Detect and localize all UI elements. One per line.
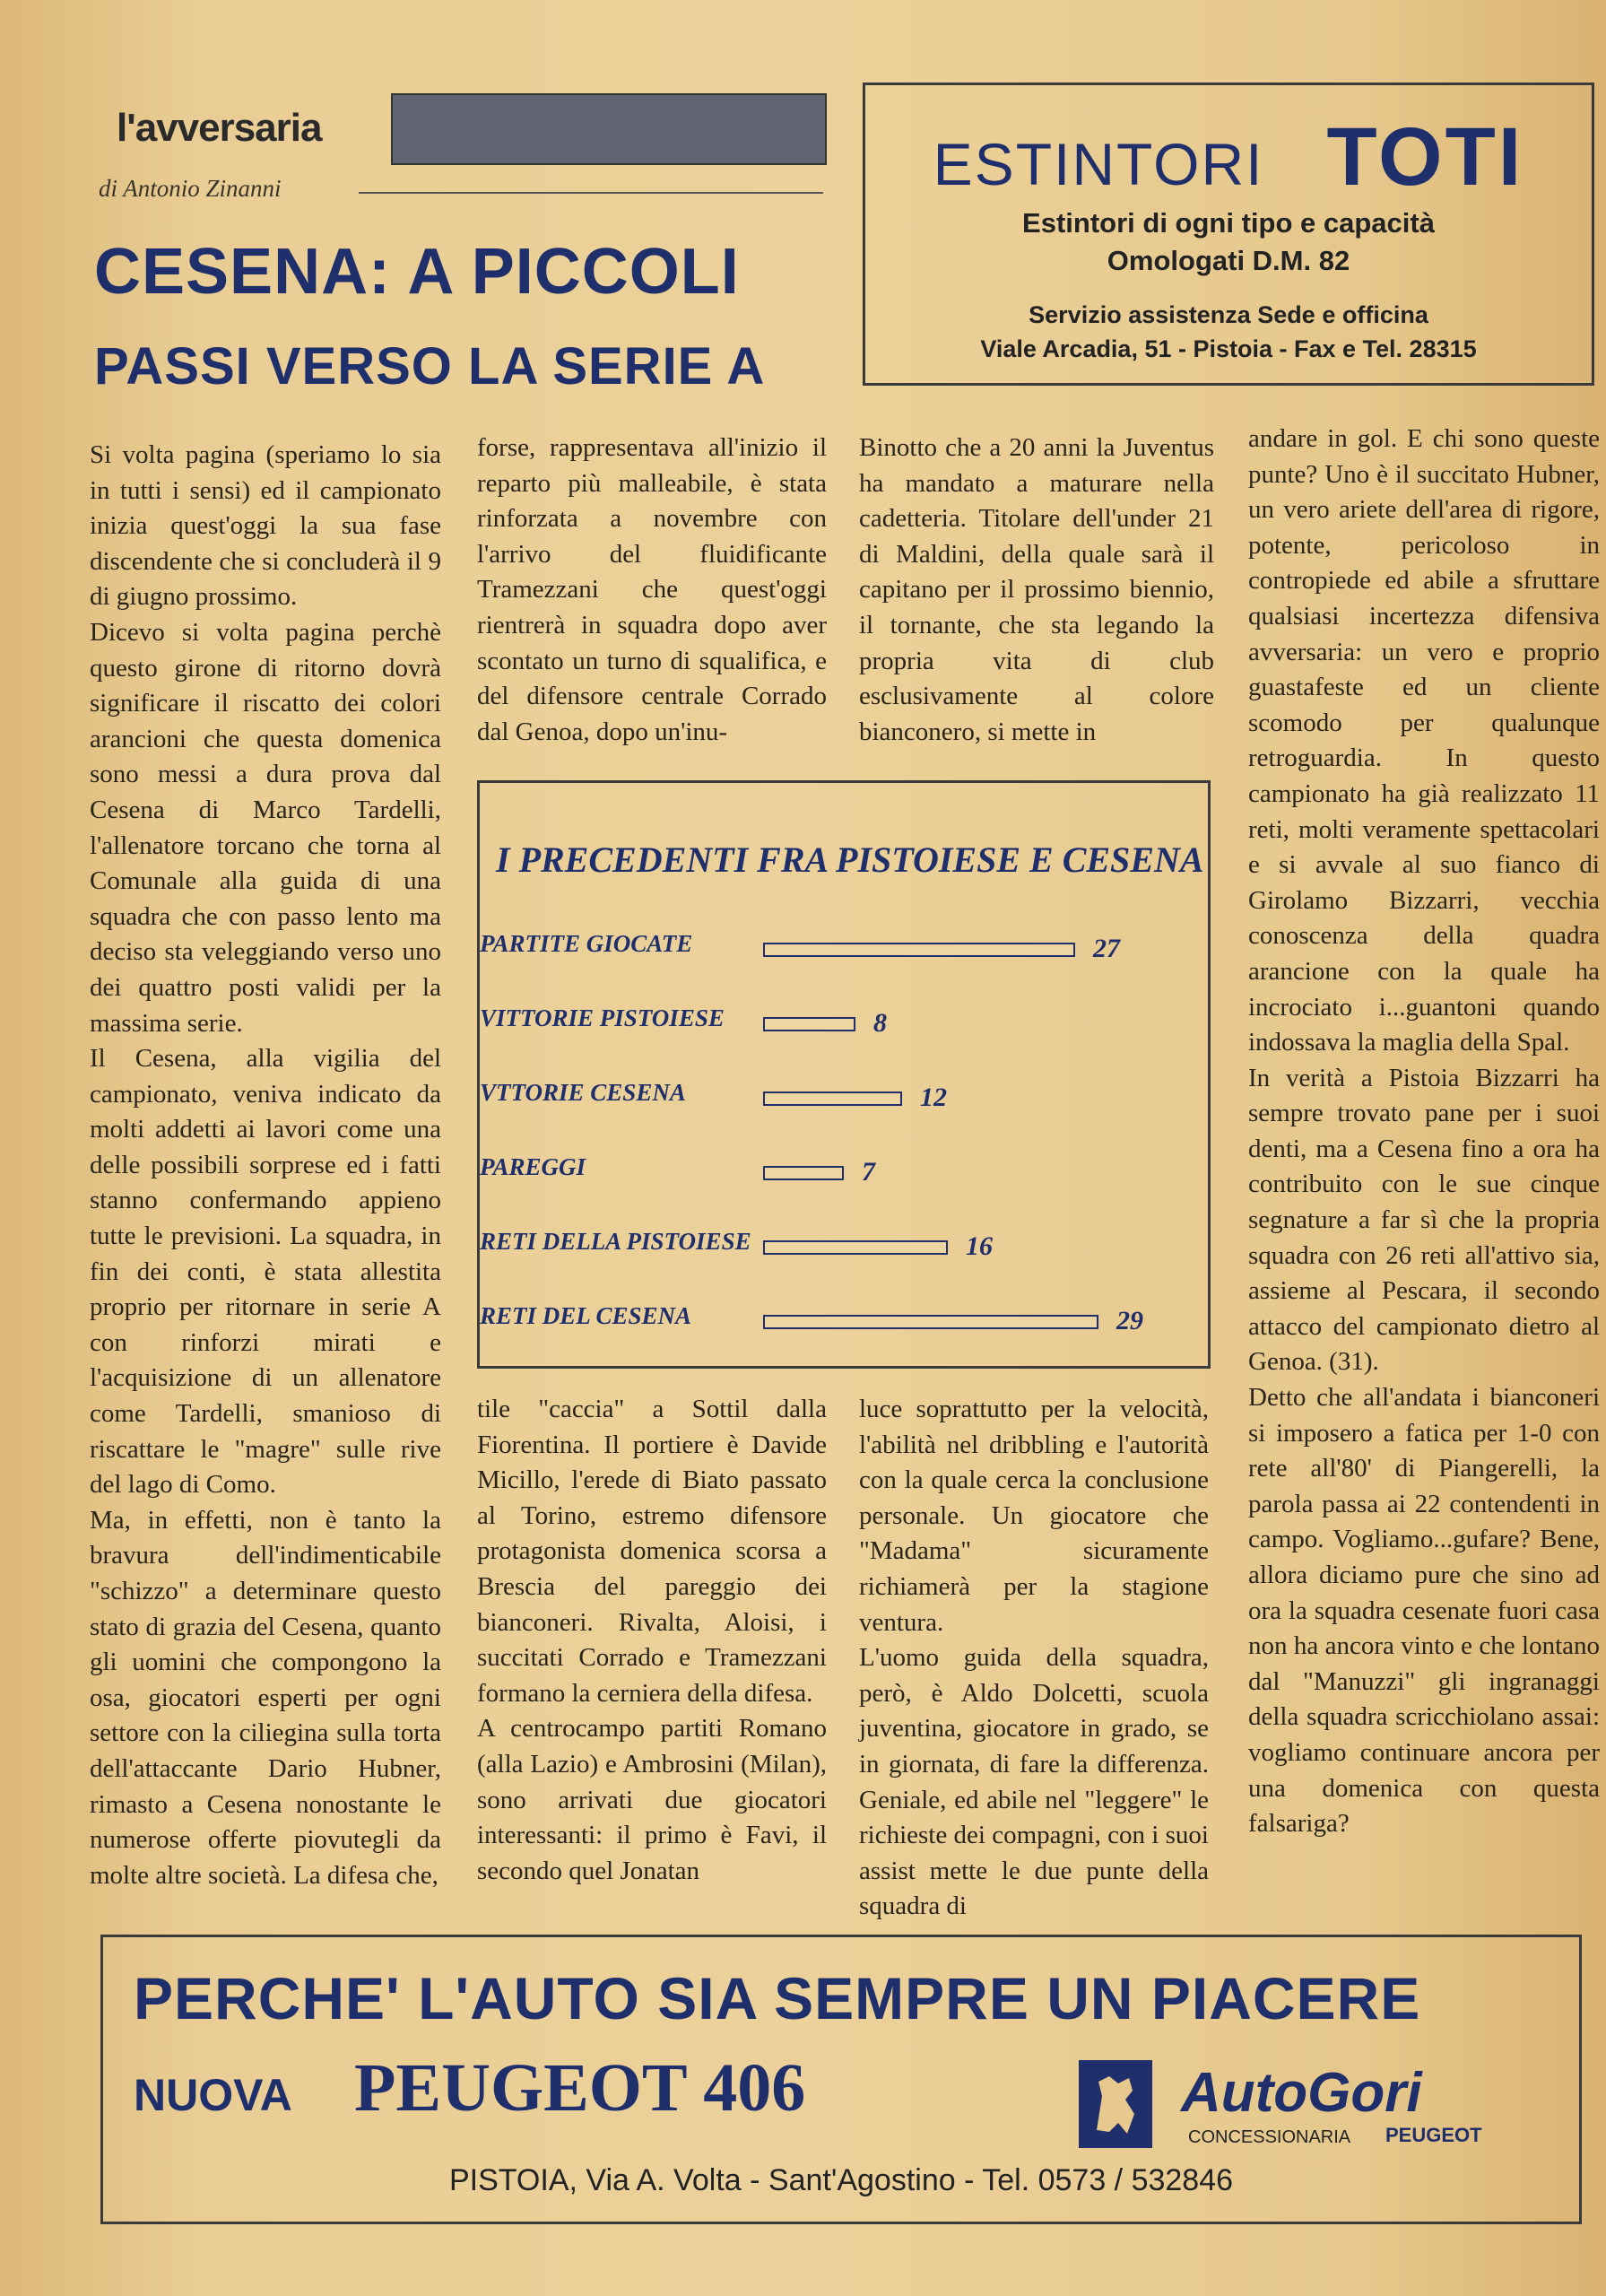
stats-row-value: 12	[920, 1083, 947, 1112]
ad-brand-name: TOTI	[1326, 111, 1524, 203]
stats-row-label: RETI DELLA PISTOIESE	[480, 1228, 751, 1255]
stats-row-value: 29	[1116, 1306, 1143, 1335]
rubric-bar	[391, 93, 827, 165]
stats-row-bar	[763, 1166, 844, 1180]
article-paragraph: A centrocampo partiti Romano (alla Lazio) e Ambrosini (Milan), sono arrivati due giocatori interessanti: il primo è Favi, il secondo quel Jonatan	[477, 1714, 827, 1885]
article-paragraph: Il Cesena, alla vigilia del campionato, veniva indicato da molti addetti ai lavori come una delle possibili sorprese ed i fatti stanno confermando appieno tutte le previsioni. La squadra, in fin dei conti, è stata allestita proprio per ritornare in serie A con rinforzi mirati e l'acquisizione di un allenatore come Tardelli, smanioso di riscattare le "magre" sulle rive del lago di Como.	[90, 1044, 441, 1500]
article-column-1	[90, 438, 441, 1909]
article-paragraph: luce soprattutto per la velocità, l'abilità nel dribbling e l'autorità con la quale cerca la conclusione personale. Un giocatore che "Madama" sicuramente richiamerà per la stagione ventura.	[859, 1395, 1209, 1637]
stats-row-bar	[763, 1091, 902, 1106]
article-column-3-bottom	[859, 1392, 1209, 1921]
article-column-2-bottom	[477, 1392, 827, 1912]
article-paragraph: forse, rappresentava all'inizio il reparto più malleabile, è stata rinforzata a novembre con l'arrivo del fluidificante Tramezzani che quest'oggi rientrerà in squadra dopo aver scontato un turno di squalifica, e del difensore centrale Corrado dal Genoa, dopo un'inu-	[477, 433, 827, 746]
ad-line2: Omologati D.M. 82	[1107, 245, 1350, 276]
article-paragraph: Ma, in effetti, non è tanto la bravura dell'indimenticabile "schizzo" a determinare questo stato di grazia del Cesena, quanto gli uomini che compongono la osa, giocatori esperti per ogni settore con la ciliegina sulla torta dell'attaccante Dario Hubner, rimasto a Cesena nonostante le numerose offerte piovutegli da molte altre società. La difesa che,	[90, 1505, 441, 1890]
article-column-2-top	[477, 430, 827, 771]
article-paragraph: tile "caccia" a Sottil dalla Fiorentina. Il portiere è Davide Micillo, l'erede di Biato passato al Torino, estremo difensore protagonista domenica scorsa a Brescia del pareggio dei bianconeri. Rivalta, Aloisi, i succitati Corrado e Tramezzani formano la cerniera della difesa.	[477, 1395, 827, 1708]
article-paragraph: L'uomo guida della squadra, però, è Aldo Dolcetti, scuola juventina, giocatore in grado, se in giornata, di fare la differenza. Geniale, ed abile nel "leggere" le richieste dei compagni, con i suoi assist mette le due punte della squadra di	[859, 1643, 1209, 1921]
stats-row-bar	[763, 1017, 855, 1031]
stats-row-label: PAREGGI	[480, 1153, 586, 1180]
ad-headline: PERCHE' L'AUTO SIA SEMPRE UN PIACERE	[134, 1965, 1421, 2031]
stats-row-bar	[763, 943, 1075, 957]
dealer-brand: PEUGEOT	[1385, 2124, 1482, 2146]
stats-row-bar	[763, 1240, 948, 1255]
dealer-logo: AutoGori	[1181, 2062, 1422, 2124]
article-column-4	[1248, 422, 1600, 1910]
article-paragraph: andare in gol. E chi sono queste punte? Uno è il succitato Hubner, un vero ariete dell'area di rigore, potente, pericoloso in contropiede ed abile a sfruttare qualsiasi incertezza difensiva avversaria: un vero e proprio guastafeste ed un cliente scomodo per qualunque retroguardia. In questo campionato ha già realizzato 11 reti, molti veramente spettacolari e si avvale al suo fianco di Girolamo Bizzarri, vecchia conoscenza della quadra arancione con la quale ha incrociato i...guantoni quando indossava la maglia della Spal.	[1248, 424, 1600, 1057]
section-rubric: l'avversaria	[117, 106, 322, 150]
article-paragraph: In verità a Pistoia Bizzarri ha sempre trovato pane per i suoi denti, ma a Cesena fino a ora ha contribuito con le sue cinque segnature a far sì che la propria squadra con 26 reti all'attivo sia, assieme al Pescara, il secondo attacco del campionato dietro al Genoa. (31).	[1248, 1063, 1600, 1377]
extinguisher-ad	[863, 83, 1594, 386]
dealer-address: PISTOIA, Via A. Volta - Sant'Agostino - Tel. 0573 / 532846	[448, 2163, 1234, 2197]
ad-line4: Viale Arcadia, 51 - Pistoia - Fax e Tel. 28315	[980, 335, 1477, 362]
article-column-3-top	[859, 430, 1214, 771]
stats-row-bar	[763, 1315, 1098, 1329]
stats-row-value: 16	[966, 1231, 993, 1261]
ad-line1: Estintori di ogni tipo e capacità	[1022, 207, 1435, 239]
peugeot-lion-logo-icon	[1079, 2060, 1152, 2148]
ad-line3: Servizio assistenza Sede e officina	[1029, 301, 1428, 328]
stats-row-value: 8	[873, 1008, 887, 1038]
byline: di Antonio Zinanni	[99, 175, 282, 202]
article-paragraph: Dicevo si volta pagina perchè questo girone di ritorno dovrà significare il riscatto dei colori arancioni che questa domenica sono messi a dura prova dal Cesena di Marco Tardelli, l'allenatore torcano che torna al Comunale alla guida di una squadra che con passo lento ma deciso sta veleggiando verso uno dei quattro posti validi per la massima serie.	[90, 617, 441, 1038]
stats-row-value: 7	[862, 1157, 875, 1187]
headline-line2: PASSI VERSO LA SERIE A	[94, 337, 766, 396]
article-paragraph: Si volta pagina (speriamo lo sia in tutti i sensi) ed il campionato inizia quest'oggi la sua fase discendente che si concluderà il 9 di giugno prossimo.	[90, 440, 441, 612]
stats-title: I PRECEDENTI FRA PISTOIESE E CESENA	[496, 839, 1204, 880]
article-paragraph: Binotto che a 20 anni la Juventus ha mandato a maturare nella cadetteria. Titolare dell'under 21 di Maldini, della quale sarà il capitano per il prossimo biennio, il tornante, che sta legando la propria vita di club esclusivamente al colore bianconero, si mette in	[859, 433, 1214, 746]
ad-brand-prefix: ESTINTORI	[933, 131, 1264, 197]
article-paragraph: Detto che all'andata i bianconeri si imposero a fatica per 1-0 con rete all'80' di Piangerelli, la parola passa ai 22 contendenti in campo. Vogliamo...gufare? Bene, allora diciamo pure che sino ad ora la squadra cesenate fuori casa non ha ancora vinto e che lontano dal "Manuzzi" gli ingranaggi della squadra scricchiolano assai: vogliamo continuare ancora per una domenica con questa falsariga?	[1248, 1383, 1600, 1839]
stats-box	[477, 780, 1211, 1369]
stats-row-label: PARTITE GIOCATE	[480, 930, 693, 957]
dealer-sub: CONCESSIONARIA	[1188, 2127, 1351, 2147]
ad-nuova: NUOVA	[134, 2070, 292, 2120]
peugeot-ad	[100, 1935, 1582, 2224]
ad-model: PEUGEOT 406	[354, 2050, 806, 2126]
headline-line1: CESENA: A PICCOLI	[94, 236, 740, 308]
byline-rule	[359, 192, 823, 194]
stats-row-label: RETI DEL CESENA	[480, 1302, 692, 1329]
stats-row-value: 27	[1093, 934, 1120, 963]
stats-row-label: VTTORIE CESENA	[480, 1079, 686, 1106]
stats-row-label: VITTORIE PISTOIESE	[480, 1004, 725, 1031]
ad-brand	[865, 110, 1592, 204]
